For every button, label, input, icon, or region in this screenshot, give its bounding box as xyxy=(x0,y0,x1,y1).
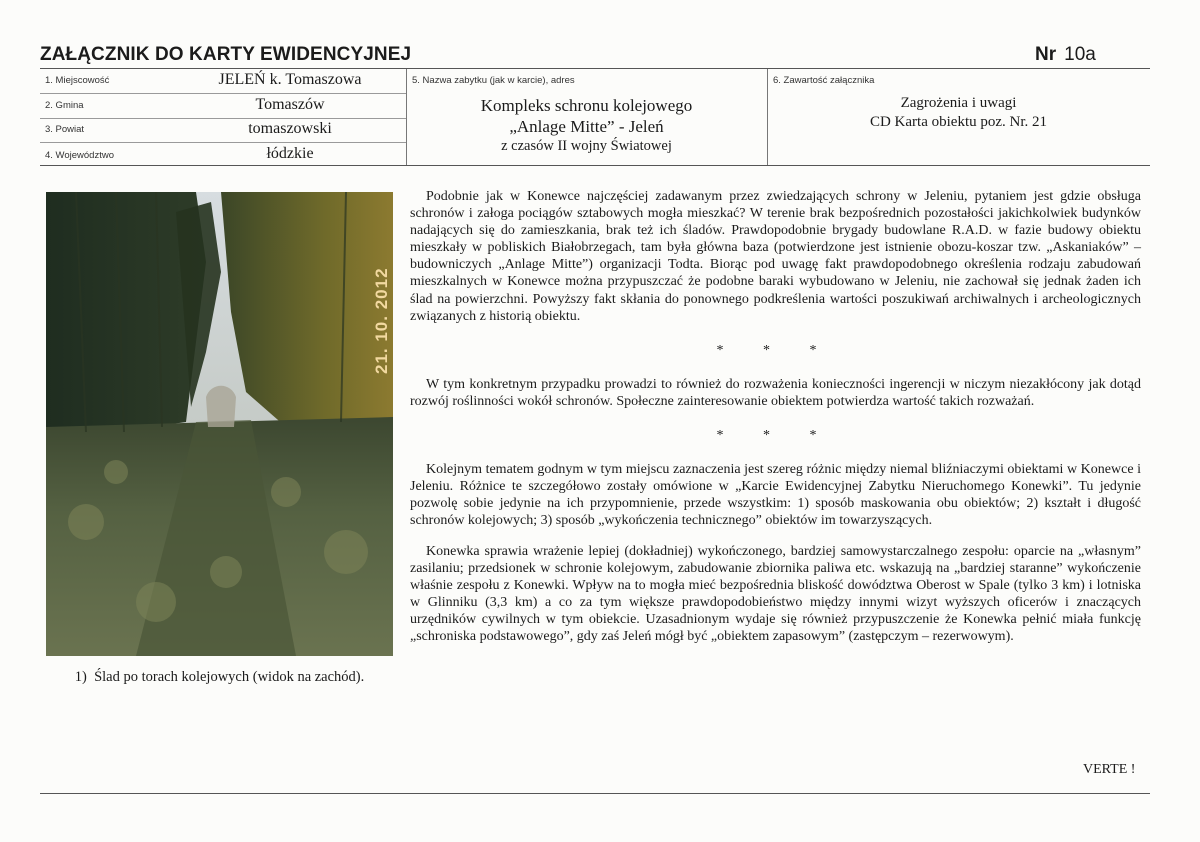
paragraph-1: Podobnie jak w Konewce najczęściej zadawanym przez zwiedzających schrony w Jeleniu, pytaniem jest gdzie obsługa schronów i załoga pociągów sztabowych mogła mieszkać? W terenie brak bezpośrednich pozostałości jakichkolwiek budynków nadających się do zamieszkania, brak też ich śladów. Prawdopodobnie brygady budowlane R.A.D. w fazie budowy obiektu mieszkały w pobliskich Białobrzegach, tam była główna baza (potwierdzone jest istnienie obozu-koszar tzw. „Askaniaków” – budowniczych „Anlage Mitte”) organizacji Todta. Biorąc pod uwagę fakt prawdopodobnego określenia rodzaju zabudowań mieszkalnych w Konewce można przypuszczać że podobne baraki wybudowano w Jeleniu, nie zachował się jednak żaden ich ślad na powierzchni. Powyższy fakt skłania do ponownego podkreślenia wartości poszukiwań archiwalnych i archeologicznych związanych z historią obiektu. xyxy=(410,189,1141,324)
field-2-value: Tomaszów xyxy=(255,96,325,113)
caption-text: Ślad po torach kolejowych (widok na zachód). xyxy=(94,669,365,685)
document-title: ZAŁĄCZNIK DO KARTY EWIDENCYJNEJ xyxy=(40,44,412,65)
field-row-rule xyxy=(40,142,406,143)
field-5-label: 5. Nazwa zabytku (jak w karcie), adres xyxy=(412,75,575,86)
monument-name-line-2: „Anlage Mitte” - Jeleń xyxy=(509,117,664,136)
attachment-content-line-2: CD Karta obiektu poz. Nr. 21 xyxy=(869,114,1048,130)
monument-name-line-3: z czasów II wojny Światowej xyxy=(501,138,672,154)
attachment-content xyxy=(767,94,1150,132)
section-separator-2: * * * xyxy=(716,428,835,444)
paragraph-3: Kolejnym tematem godnym w tym miejscu zaznaczenia jest szereg różnic między niemal bliźniaczymi obiektami w Konewce i Jeleniu. Różnice te szczegółowo zostały omówione w „Karcie Ewidencyjnej Zabytku Nieruchomego Konewki”. Tu jedynie pozwolę sobie jedynie na ich przypomnienie, przede wszystkim: 1) sposób maskowania obu obiektów; 2) kształt i długość schronów kolejowych; 3) sposób „wykończenia technicznego” obiektów im towarzyszących. xyxy=(410,462,1141,529)
field-3-label: 3. Powiat xyxy=(45,124,85,135)
caption-number: 1) xyxy=(74,669,87,685)
photo-caption xyxy=(46,669,393,686)
field-row-rule xyxy=(40,118,406,119)
header-top-rule xyxy=(40,68,1150,69)
paragraph-4: Konewka sprawia wrażenie lepiej (dokładniej) wykończonego, bardziej samowystarczalnego zespołu: oparcie na „własnym” zasilaniu; przedsionek w schronie kolejowym, zabudowanie zbiornika paliwa etc. wskazują na „bardziej staranne” wykończenie właśnie zespołu z Konewki. Wpływ na to mogła mieć bezpośrednia bliskość dowództwa Oberost w Spale (tylko 3 km) i lotniska w Glinniku (3,3 km) a co za tym większe prawdopodobieństwo między innymi wizyt wyższych oficerów i znaczących urzędników cywilnych w tym obiekcie. Uzasadnionym wydaje się również przypuszczenie że Konewka pełnić miała funkcję „schroniska podstawowego”, gdy zaś Jeleń mógł być „obiektem zapasowym” (zastępczym – rezerwowym). xyxy=(410,543,1141,644)
monument-name xyxy=(406,95,767,156)
nr-value: 10a xyxy=(1064,44,1096,65)
header-bottom-rule xyxy=(40,165,1150,166)
field-1-label: 1. Miejscowość xyxy=(45,75,110,86)
monument-name-line-1: Kompleks schronu kolejowego xyxy=(480,96,693,115)
photo-date-stamp: 21. 10. 2012 xyxy=(372,267,391,374)
field-1-value: JELEŃ k. Tomaszowa xyxy=(218,71,362,88)
field-row-rule xyxy=(40,93,406,94)
field-4-value: łódzkie xyxy=(266,145,314,162)
nr-label: Nr xyxy=(1035,44,1057,65)
field-6-label: 6. Zawartość załącznika xyxy=(773,75,875,86)
footer-rule xyxy=(40,793,1150,794)
field-3-value: tomaszowski xyxy=(248,120,332,137)
forest-path-photo xyxy=(46,192,393,656)
field-4-label: 4. Województwo xyxy=(45,150,114,161)
body-text xyxy=(410,188,1141,645)
paragraph-2: W tym konkretnym przypadku prowadzi to również do rozważenia konieczności ingerencji w niczym niezakłócony jak dotąd rozwój roślinności wokół schronów. Społeczne zainteresowanie obiektem potwierdza wartość takich rozważań. xyxy=(410,376,1141,409)
section-separator-1: * * * xyxy=(716,342,835,358)
verte-note: VERTE ! xyxy=(1083,762,1136,777)
document-number xyxy=(1035,44,1096,66)
attachment-content-line-1: Zagrożenia i uwagi xyxy=(900,95,1017,111)
field-2-label: 2. Gmina xyxy=(45,100,84,111)
